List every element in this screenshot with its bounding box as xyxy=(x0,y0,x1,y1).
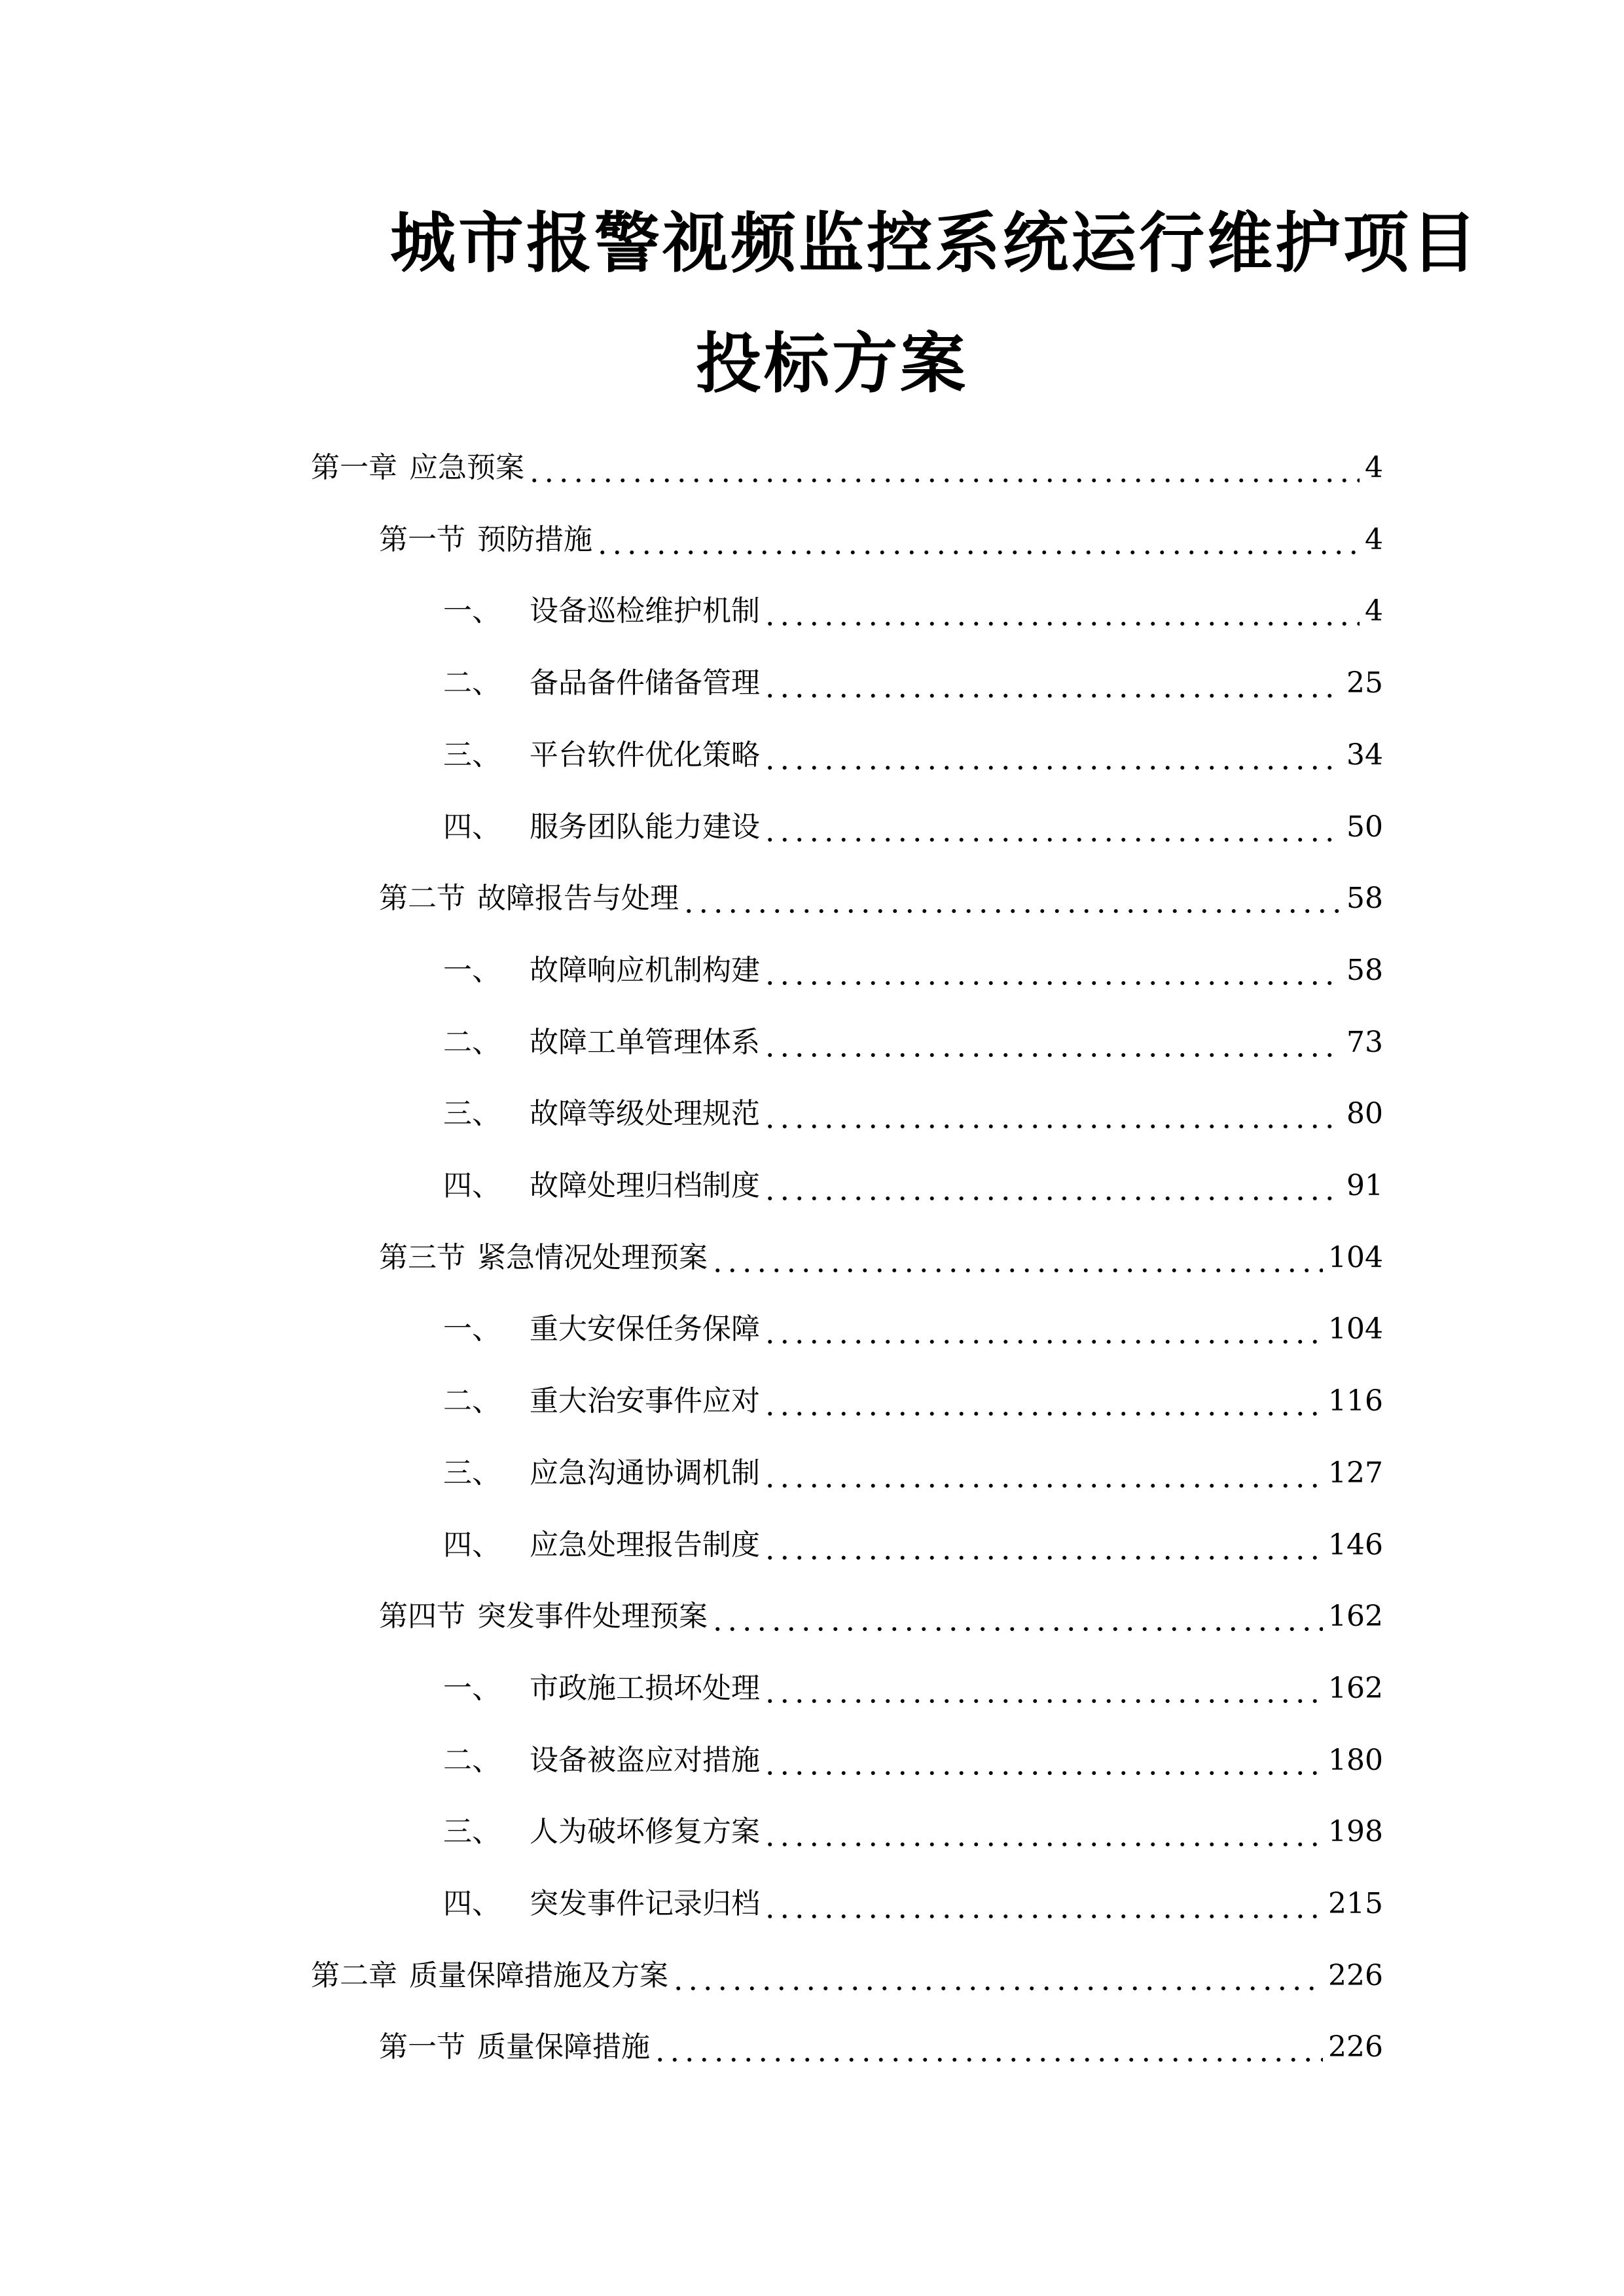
toc-entry-number: 第二节 xyxy=(379,882,465,916)
toc-entry[interactable] xyxy=(379,1238,1383,1278)
toc-entry-page-number: 4 xyxy=(1365,594,1383,628)
toc-entry-title: 故障工单管理体系 xyxy=(530,1025,760,1059)
document-title-line-1: 城市报警视频监控系统运行维护项目 xyxy=(390,205,1479,281)
toc-entry-number: 二、 xyxy=(443,666,501,700)
toc-entry[interactable] xyxy=(443,1454,1383,1493)
dot-leader xyxy=(763,1382,1323,1421)
toc-entry-number: 一、 xyxy=(443,953,501,987)
toc-entry-title: 紧急情况处理预案 xyxy=(477,1240,708,1274)
dot-leader xyxy=(763,1741,1323,1780)
toc-entry-title: 重大治安事件应对 xyxy=(530,1384,760,1418)
toc-entry-page-number: 198 xyxy=(1328,1815,1383,1849)
toc-entry-number: 三、 xyxy=(443,1815,501,1849)
toc-entry-page-number: 127 xyxy=(1328,1456,1383,1490)
toc-entry-title: 备品备件储备管理 xyxy=(530,666,760,700)
toc-entry-title: 市政施工损坏处理 xyxy=(530,1671,760,1705)
toc-entry[interactable] xyxy=(443,1884,1383,1924)
toc-entry[interactable] xyxy=(443,808,1383,847)
toc-entry-title: 应急沟通协调机制 xyxy=(530,1456,760,1490)
toc-entry-page-number: 162 xyxy=(1328,1671,1383,1705)
toc-entry[interactable] xyxy=(443,736,1383,775)
toc-entry-page-number: 91 xyxy=(1346,1169,1383,1202)
toc-entry-page-number: 73 xyxy=(1346,1025,1383,1059)
dot-leader xyxy=(763,808,1341,847)
toc-entry[interactable] xyxy=(311,1956,1383,1996)
dot-leader xyxy=(763,1023,1341,1062)
toc-entry[interactable] xyxy=(379,879,1383,918)
toc-entry-number: 第一章 xyxy=(311,451,397,484)
dot-leader xyxy=(763,1454,1323,1493)
toc-entry-title: 故障处理归档制度 xyxy=(530,1169,760,1202)
toc-entry-page-number: 162 xyxy=(1328,1600,1383,1634)
toc-entry-number: 四、 xyxy=(443,1169,501,1202)
toc-entry-page-number: 58 xyxy=(1346,953,1383,987)
toc-entry-title: 故障响应机制构建 xyxy=(530,953,760,987)
toc-entry-title: 应急预案 xyxy=(409,451,524,484)
dot-leader xyxy=(710,1597,1323,1636)
toc-entry-page-number: 4 xyxy=(1365,451,1383,484)
toc-entry-title: 应急处理报告制度 xyxy=(530,1528,760,1562)
dot-leader xyxy=(763,664,1341,703)
toc-entry-number: 三、 xyxy=(443,1097,501,1131)
toc-entry-title: 突发事件处理预案 xyxy=(477,1600,708,1634)
toc-entry-number: 四、 xyxy=(443,1528,501,1562)
toc-entry[interactable] xyxy=(311,448,1383,488)
toc-entry[interactable] xyxy=(443,1741,1383,1780)
toc-entry-number: 二、 xyxy=(443,1384,501,1418)
toc-entry-page-number: 4 xyxy=(1365,522,1383,556)
toc-entry-page-number: 215 xyxy=(1328,1887,1383,1920)
toc-entry[interactable] xyxy=(443,1023,1383,1062)
toc-entry-title: 故障报告与处理 xyxy=(477,882,679,916)
toc-entry-number: 第一节 xyxy=(379,522,465,556)
toc-entry-title: 服务团队能力建设 xyxy=(530,810,760,844)
dot-leader xyxy=(681,879,1341,918)
dot-leader xyxy=(527,448,1360,488)
dot-leader xyxy=(763,736,1341,775)
toc-entry-title: 设备巡检维护机制 xyxy=(530,594,760,628)
toc-entry[interactable] xyxy=(443,664,1383,703)
toc-entry-page-number: 180 xyxy=(1328,1743,1383,1777)
toc-entry[interactable] xyxy=(443,1526,1383,1565)
toc-entry[interactable] xyxy=(379,2028,1383,2067)
toc-entry-number: 一、 xyxy=(443,1671,501,1705)
toc-entry-number: 三、 xyxy=(443,738,501,772)
toc-entry-number: 第二章 xyxy=(311,1958,397,1992)
toc-entry-title: 突发事件记录归档 xyxy=(530,1887,760,1920)
toc-entry-title: 人为破坏修复方案 xyxy=(530,1815,760,1849)
toc-entry[interactable] xyxy=(379,1597,1383,1636)
toc-entry-title: 平台软件优化策略 xyxy=(530,738,760,772)
toc-entry-number: 第四节 xyxy=(379,1600,465,1634)
dot-leader xyxy=(763,1094,1341,1134)
toc-entry[interactable] xyxy=(443,1812,1383,1852)
dot-leader xyxy=(763,951,1341,990)
toc-entry-title: 预防措施 xyxy=(477,522,592,556)
toc-entry-page-number: 25 xyxy=(1346,666,1383,700)
toc-entry-page-number: 104 xyxy=(1328,1240,1383,1274)
toc-entry[interactable] xyxy=(443,592,1383,631)
toc-entry-title: 质量保障措施及方案 xyxy=(409,1958,668,1992)
toc-entry-title: 质量保障措施 xyxy=(477,2030,650,2064)
toc-entry[interactable] xyxy=(443,1166,1383,1206)
toc-entry-page-number: 226 xyxy=(1328,2030,1383,2064)
dot-leader xyxy=(653,2028,1323,2067)
toc-entry-number: 二、 xyxy=(443,1743,501,1777)
toc-entry-page-number: 58 xyxy=(1346,882,1383,916)
toc-entry-number: 四、 xyxy=(443,810,501,844)
dot-leader xyxy=(671,1956,1323,1996)
toc-entry-page-number: 34 xyxy=(1346,738,1383,772)
toc-entry-page-number: 80 xyxy=(1346,1097,1383,1131)
toc-entry-number: 第一节 xyxy=(379,2030,465,2064)
toc-entry-title: 重大安保任务保障 xyxy=(530,1312,760,1346)
toc-entry-page-number: 116 xyxy=(1328,1384,1383,1418)
dot-leader xyxy=(763,592,1360,631)
dot-leader xyxy=(763,1884,1323,1924)
toc-entry[interactable] xyxy=(443,1382,1383,1421)
dot-leader xyxy=(763,1166,1341,1206)
toc-entry[interactable] xyxy=(443,1310,1383,1349)
document-title-line-2: 投标方案 xyxy=(696,325,968,402)
toc-entry-title: 设备被盗应对措施 xyxy=(530,1743,760,1777)
dot-leader xyxy=(710,1238,1323,1278)
toc-entry-number: 二、 xyxy=(443,1025,501,1059)
toc-entry[interactable] xyxy=(379,520,1383,560)
toc-entry-page-number: 50 xyxy=(1346,810,1383,844)
toc-entry-number: 一、 xyxy=(443,594,501,628)
dot-leader xyxy=(763,1812,1323,1852)
toc-entry-page-number: 104 xyxy=(1328,1312,1383,1346)
dot-leader xyxy=(763,1526,1323,1565)
toc-entry[interactable] xyxy=(443,951,1383,990)
toc-entry-number: 三、 xyxy=(443,1456,501,1490)
toc-entry[interactable] xyxy=(443,1094,1383,1134)
toc-entry-title: 故障等级处理规范 xyxy=(530,1097,760,1131)
toc-entry-number: 第三节 xyxy=(379,1240,465,1274)
dot-leader xyxy=(763,1310,1323,1349)
dot-leader xyxy=(763,1669,1323,1708)
toc-entry-page-number: 146 xyxy=(1328,1528,1383,1562)
dot-leader xyxy=(595,520,1360,560)
toc-entry-page-number: 226 xyxy=(1328,1958,1383,1992)
toc-entry-number: 一、 xyxy=(443,1312,501,1346)
toc-entry-number: 四、 xyxy=(443,1887,501,1920)
toc-entry[interactable] xyxy=(443,1669,1383,1708)
